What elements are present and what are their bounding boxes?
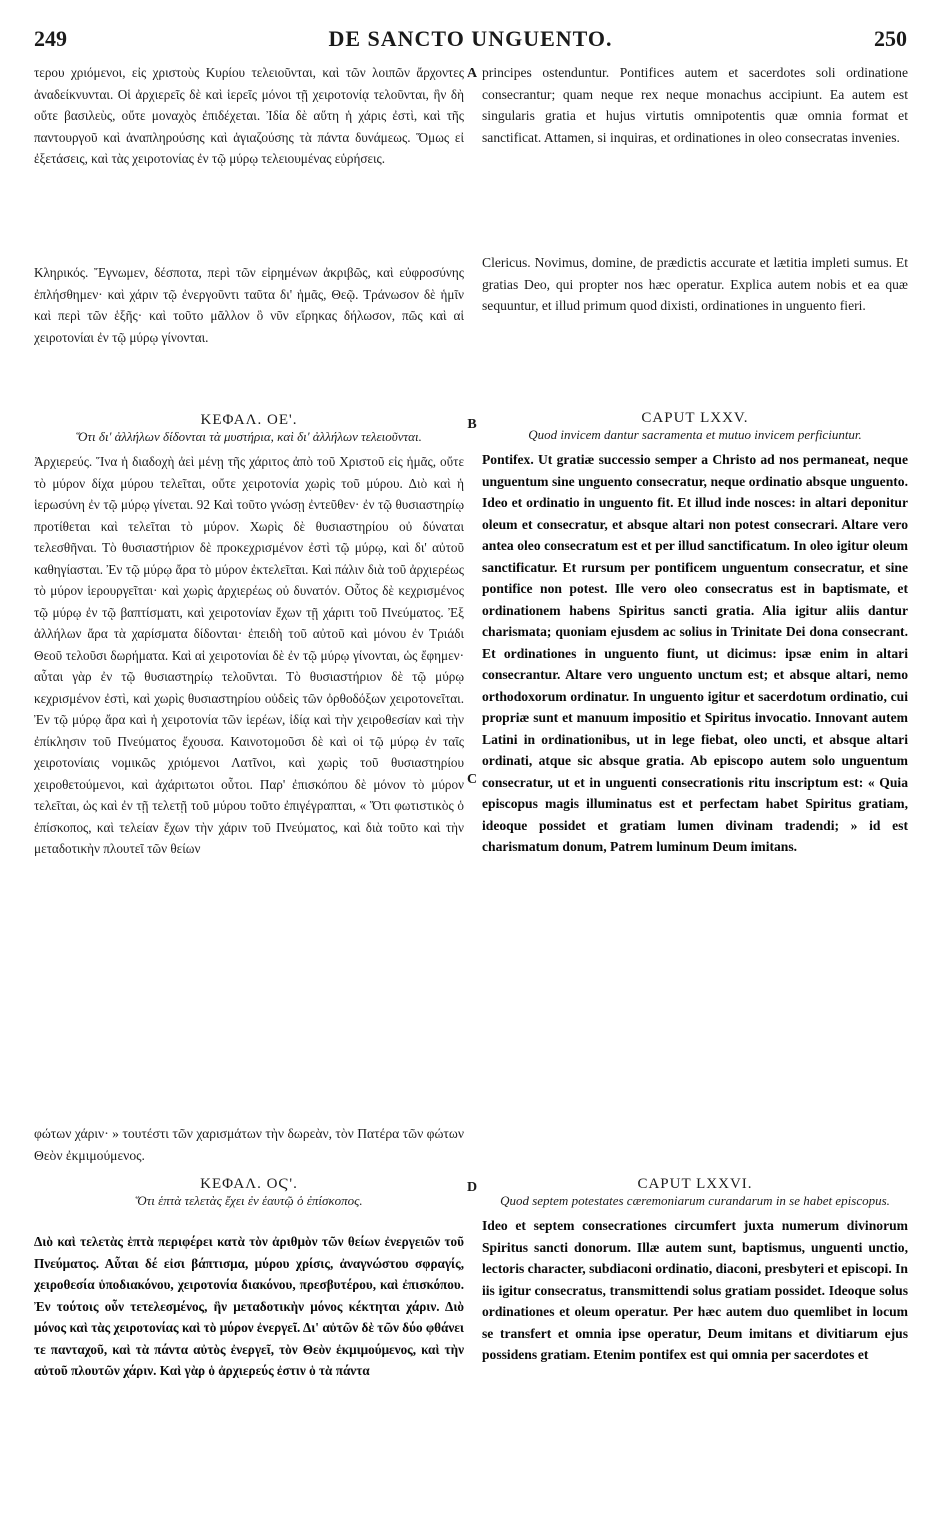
greek-wide-continuation: φώτων χάριν· » τουτέστι τῶν χαρισμάτων τὴν δωρεὰν, τὸν Πατέρα τῶν φώτων Θεὸν ἐκμιμούμενος. [34,1126,464,1163]
greek-chapter-76-subtitle: Ὅτι ἑπτὰ τελετὰς ἔχει ἐν ἑαυτῷ ὁ ἐπίσκοπος. [135,1193,363,1208]
latin-paragraph-clericus: Clericus. Novimus, domine, de prædictis accurate et lætitia impleti sumus. Et gratias Deo, qui propter nos hæc operatur. Explica autem nobis et ea quæ sequuntur, et illud primum quod dixisti, ordinationes in unguento fieri. [482,255,908,313]
latin-paragraph-pontifex: Pontifex. Ut gratiæ successio semper a Christo ad nos permaneat, neque unguentum sine unguento consecratur, neque ordinatio absque unguento. Ideo et ordinatio in unguento fit. Et illud inde nosces: in altari deponitur oleum et consecratur, et absque altari non potest consecrari. Altare vero antea oleo consecratum est et per illud sanctificatum. In oleo igitur oleum sanctificatur. Et rursum per pontificem unguentum consecratur, et sine pontifice non potest. Ille vero oleo consecratus est in baptismate, et ordinationem habens Spiritus sancti gratia. Alia igitur aliis dantur charismata; quoniam ejusdem ac solius in Trinitate Dei dona consecrant. Et ordinationes in unguento fiunt, ut dicimus: ipsæ enim in altari consecrantur. Altare vero unguento unctum est; et absque altari, nemo orthodoxorum ordinatur. In unguento igitur et sacerdotum ordinatio, cui propriæ sunt et manuum impositio et Spiritus invocatio. Innovant autem Latini in ordinationibus, ut in lege fiebat, oleo uncti, et absque altari ordinati, atque sic absque gratia. Ab episcopo autem solo unguentum consecratur, ut et in unguenti consecrationis ritu inscriptum est: « Quia episcopus magis illuminatus est et perfectam habet Spiritus gratiam, ideoque possidet et gratiam lumen divinam tradendi; » id est charismatum donum, Patrem luminum Deum imitans. [482,452,908,854]
latin-chapter-75-heading: CAPUT LXXV. [641,410,749,426]
greek-chapter-75-heading: ΚΕΦΑΛ. ΟΕ'. [200,412,298,428]
running-header [34,26,907,60]
latin-chapter-76-subtitle: Quod septem potestates cæremoniarum curandarum in se habet episcopus. [500,1193,890,1208]
margin-marker-c: C [466,772,478,787]
latin-paragraph-1: principes ostenduntur. Pontifices autem et sacerdotes soli ordinatione consecrantur; quam neque rex neque monachus accipiunt. Ea autem est singularis gratia et hujus virtutis omnipotentis quæ omnia format et sanctificat. Attamen, si inquiras, et ordinationes in oleo consecratas invenies. [482,65,908,145]
greek-paragraph-seven: Διὸ καὶ τελετὰς ἑπτὰ περιφέρει κατὰ τὸν ἀριθμὸν τῶν θείων ἐνεργειῶν τοῦ Πνεύματος. Αὗται δέ εἰσι βάπτισμα, μύρου χρίσις, ἀναγνώστου σφραγίς, χειροθεσία ὑποδιακόνου, χειροτονία διακόνου, πρεσβυτέρου, καὶ ἐπισκόπου. Ἐν τούτοις οὖν τετελεσμένος, ἣν μεταδοτικὴν μόνος κέκτηται χάριν. Διὸ μόνος καὶ τὰς χειροτονίας καὶ τὸ μύρον ἐνεργεῖ. Δι' αὐτῶν δὲ τῶν δύο φθάνει τε πανταχοῦ, καὶ τὰ πάντα αὐτὸς ἐνεργεῖ, τὸν Θεὸν ἐκμιμούμενος, καὶ τὴν αὐτοῦ πλουτῶν χάριν. Καὶ γὰρ ὁ ἀρχιερεύς ἐστιν ὁ τὰ πάντα [34,1234,464,1378]
latin-chapter-76-heading: CAPUT LXXVI. [637,1176,753,1192]
latin-column-lower [482,1176,908,1366]
greek-paragraph-clericus: Κληρικός. Ἔγνωμεν, δέσποτα, περὶ τῶν εἰρημένων ἀκριβῶς, καὶ εὐφροσύνης ἐπλήσθημεν· καὶ χάριν τῷ ἐνεργοῦντι ταῦτα δι' ἡμᾶς, Θεῷ. Τράνωσον δὲ ἡμῖν καὶ περὶ τῶν ἑξῆς· καὶ τοῦτο μᾶλλον ὃ νῦν εἴρηκας δήλωσον, πῶς καὶ αἱ χειροτονίαι ἐν τῷ μύρῳ γίνονται. [34,265,464,345]
greek-chapter-75-subtitle: Ὅτι δι' ἀλλήλων δίδονται τὰ μυστήρια, καὶ δι' ἀλλήλων τελειοῦνται. [76,429,422,444]
page-number-left: 249 [34,26,67,51]
margin-marker-a: A [466,66,478,81]
margin-marker-b: B [467,417,477,432]
latin-chapter-75-subtitle: Quod invicem dantur sacramenta et mutuo invicem perficiuntur. [528,427,862,442]
page-number-right: 250 [874,26,907,51]
greek-paragraph-1: τερου χριόμενοι, εἰς χριστοὺς Κυρίου τελειοῦνται, καὶ τῶν λοιπῶν ἄρχοντες ἀναδείκνυνται. Οἱ ἀρχιερεῖς δὲ καὶ ἱερεῖς μόνοι τῇ χειροτονίᾳ τελοῦνται, ἣν δὴ οὔτε βασιλεὺς, οὔτε μοναχὸς ἐπιδέχεται. Ἰδία δὲ αὕτη ἡ χάρις ἐστὶ, καὶ τῆς παντουργοῦ καὶ ἀναπληρούσης καὶ ἁγιαζούσης τὰ πάντα δυνάμεως. Ὅμως εἰ ἐξετάσεις, καὶ τὰς χειροτονίας ἐν τῷ μύρῳ τελειουμένας εὑρήσεις. [34,65,464,166]
running-title: DE SANCTO UNGUENTO. [328,26,613,51]
margin-marker-d: D [466,1180,478,1195]
greek-paragraph-pontifex: Ἀρχιερεύς. Ἵνα ἡ διαδοχὴ ἀεὶ μένῃ τῆς χάριτος ἀπὸ τοῦ Χριστοῦ εἰς ἡμᾶς, οὔτε τὸ μύρον δίχα μύρου τελεῖται, οὔτε χειροτονία χωρὶς τοῦ μύρου. Διὸ καὶ ἡ ἱερωσύνη ἐν τῷ μύρῳ γίνεται. 92 Καὶ τοῦτο γνώσῃ ἐντεῦθεν· ἐν τῷ θυσιαστηρίῳ προτίθεται καὶ τελεῖται τὸ μύρον. Χωρὶς δὲ θυσιαστηρίου οὐ δύναται τελεσθῆναι. Τὸ θυσιαστήριον δὲ προκεχρισμένον ἐστὶ τῷ μύρῳ, καὶ δι' αὐτοῦ καθηγίασται. Ἐν τῷ μύρῳ ἄρα τὸ μύρον ἐκτελεῖται. Καὶ πάλιν διὰ τοῦ ἀρχιερέως τὸ μύρον ἱερουργεῖται· καὶ χωρὶς ἀρχιερέως οὐ δυνατόν. Οὗτος δὲ κεχρισμένος τῷ μύρῳ ἐν τῷ βαπτίσματι, καὶ χειροτονίαν ἔχων τῇ χάριτι τοῦ Πνεύματος. Ἐξ ἀλλήλων ἄρα τὰ χαρίσματα δίδονται· ἐπειδὴ τοῦ αὐτοῦ καὶ μόνου ἐν Τριάδι Θεοῦ τελοῦσι δωρήματα. Καὶ αἱ χειροτονίαι δὲ ἐν τῷ μύρῳ γίνονται, ὡς ἔφημεν· αὗται γὰρ ἐν τῷ θυσιαστηρίῳ τελοῦνται. Τὸ θυσιαστήριον δὲ τῷ μύρῳ κεχρισμένον ἐστὶ, καὶ χωρὶς θυσιαστηρίου οὐδεὶς τῶν ὀρθοδόξων χειροτονεῖται. Ἐν τῷ μύρῳ ἄρα καὶ ἡ χειροτονία τῶν ἱερέων, ἰδίᾳ καὶ τὴν χειροθεσίαν καὶ τὴν ἐπίκλησιν τοῦ Πνεύματος ἔχουσα. Καινοτομοῦσι δὲ καὶ οἱ τῷ μύρῳ ἐν ταῖς χειροτονίαις νομικῶς χριόμενοι Λατῖνοι, καὶ χωρὶς τοῦ θυσιαστηρίου χειροθετούμενοι, καὶ ἀχάριτωτοι οὗτοι. Παρ' ἐπισκόπου δὲ μόνον τὸ μύρον τελεῖται, ὡς καὶ ἐν τῇ τελετῇ τοῦ μύρου τοῦτο ἐπιγέγραπται, « Ὅτι φωτιστικὸς ὁ ἐπίσκοπος, καὶ τελείαν ἔχων τὴν χάριν τοῦ Πνεύματος, καὶ διὰ τοῦτο καὶ τὴν μεταδοτικὴν πλουτεῖ τῶν θείων [34,454,464,856]
greek-column-lower [34,1176,464,1382]
latin-column [482,62,908,858]
greek-column [34,62,464,860]
greek-chapter-76-heading: ΚΕΦΑΛ. ΟϚ'. [200,1176,298,1192]
latin-paragraph-seven: Ideo et septem consecrationes circumfert juxta numerum divinorum Spiritus sancti donorum. Illæ autem sunt, baptismus, unguenti unctio, lectoris character, subdiaconi ordinatio, diaconi, presbyteri et episcopi. In iis igitur consecratus, transmittendi solus gratiam possidet. Ideoque solus ordinationes et oleum operatur. Per hæc autem duo quemlibet in locum se transfert et omnia ipse operatur, Deum imitans et divitiarum ejus possidens gratiam. Etenim pontifex est qui omnia per sacerdotes et [482,1218,908,1362]
